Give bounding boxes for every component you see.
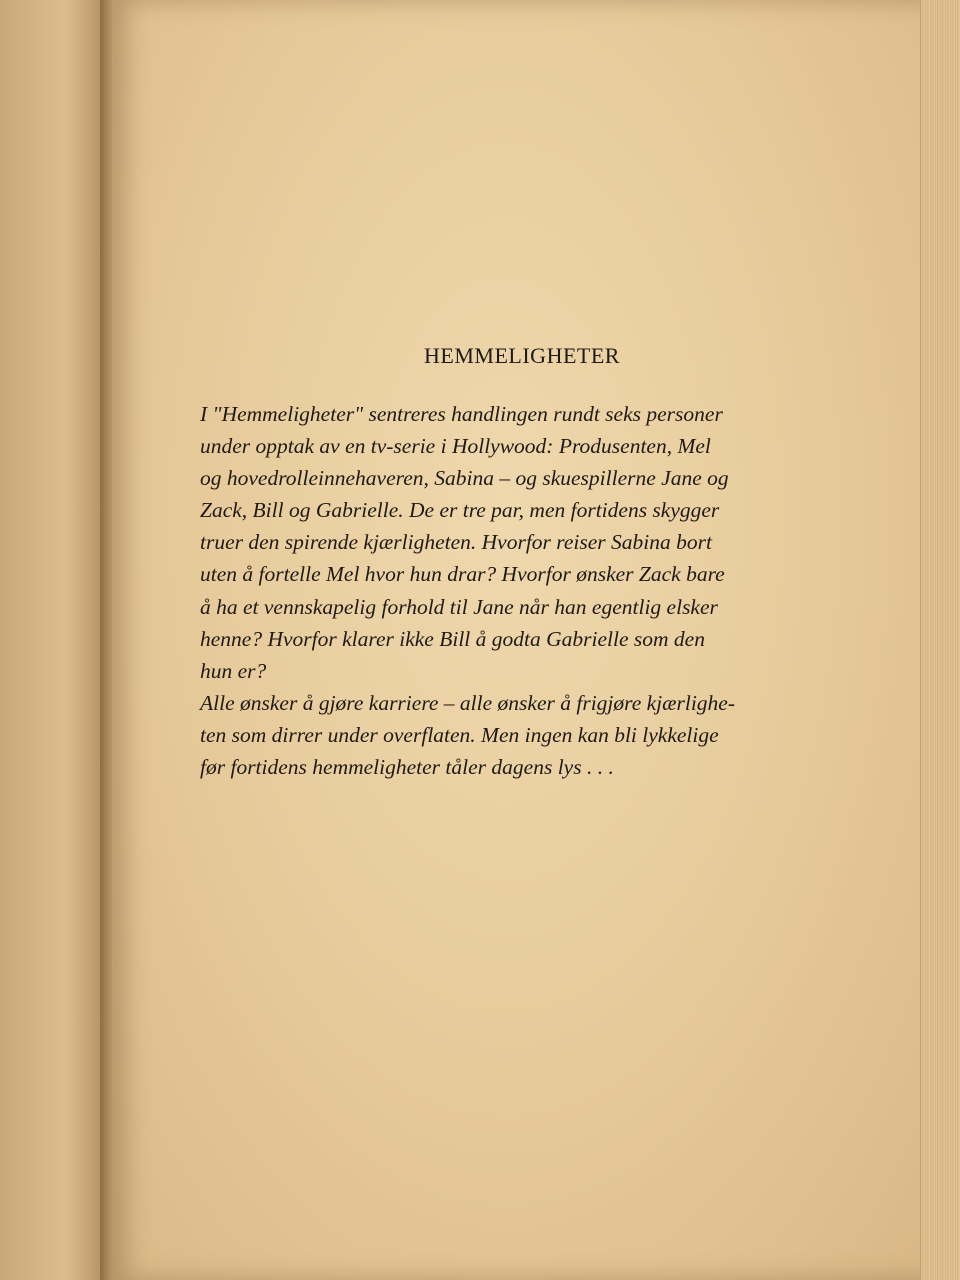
text-line: hun er? — [200, 658, 267, 683]
page-edges — [920, 0, 960, 1280]
text-line: under opptak av en tv-serie i Hollywood: Produsenten, Mel — [200, 434, 711, 459]
page-title: HEMMELIGHETER — [424, 343, 620, 368]
text-line: uten å fortelle Mel hvor hun drar? Hvorfor ønsker Zack bare — [200, 562, 725, 587]
text-line: I "Hemmeligheter" sentreres handlingen rundt seks personer — [200, 402, 723, 426]
paragraph-1 — [200, 398, 830, 687]
text-line: henne? Hvorfor klarer ikke Bill å godta Gabrielle som den — [200, 626, 705, 651]
text-line: ten som dirrer under overflaten. Men ingen kan bli lykkelige — [200, 722, 719, 747]
text-line: før fortidens hemmeligheter tåler dagens lys . . . — [200, 755, 614, 780]
blurb-text — [200, 398, 830, 783]
text-line: å ha et vennskapelig forhold til Jane når han egentlig elsker — [200, 594, 718, 619]
text-line: og hovedrolleinnehaveren, Sabina – og skuespillerne Jane og — [200, 466, 729, 491]
text-line: Zack, Bill og Gabrielle. De er tre par, men fortidens skygger — [200, 498, 720, 523]
text-line: Alle ønsker å gjøre karriere – alle ønsker å frigjøre kjærlighe- — [200, 690, 736, 715]
text-line: truer den spirende kjærligheten. Hvorfor reiser Sabina bort — [200, 530, 712, 555]
left-page — [0, 0, 110, 1280]
paragraph-2 — [200, 687, 830, 783]
